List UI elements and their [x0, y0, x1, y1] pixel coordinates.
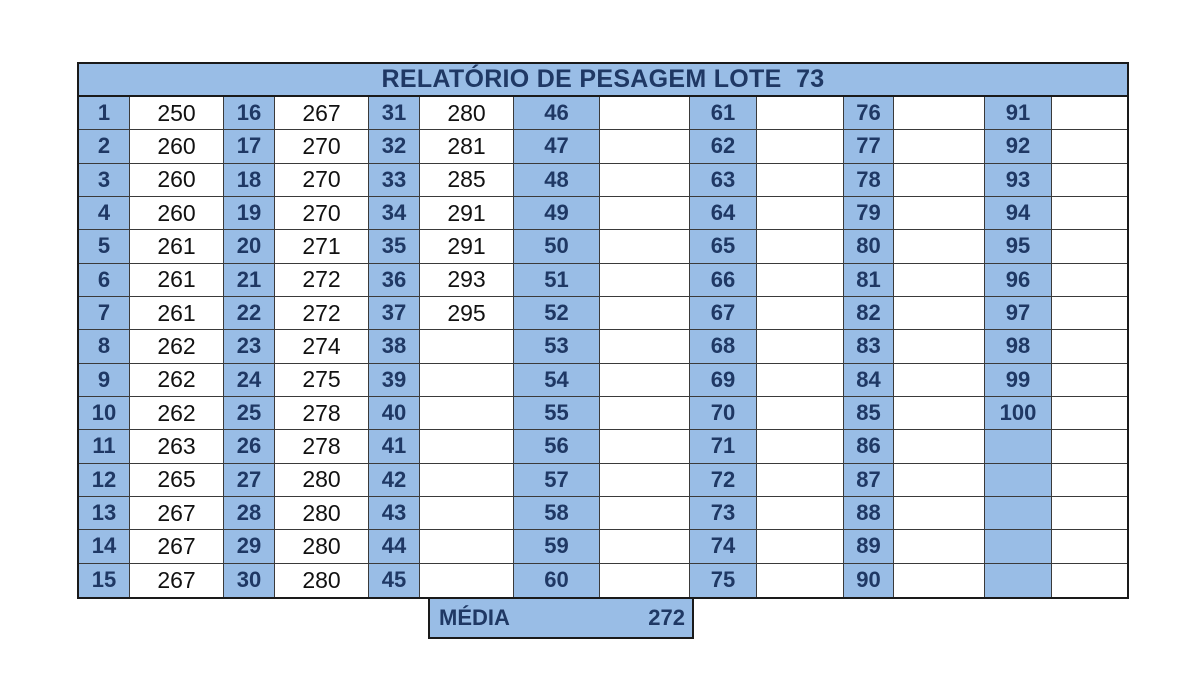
- item-number: 100: [985, 397, 1052, 430]
- item-number: 67: [690, 297, 757, 330]
- weight-value: [420, 530, 514, 563]
- item-number: 33: [369, 164, 420, 197]
- weight-value: [894, 430, 985, 463]
- item-number: 70: [690, 397, 757, 430]
- weight-value: [1052, 230, 1127, 263]
- item-number: 52: [514, 297, 600, 330]
- weight-value: [1052, 564, 1127, 597]
- item-number: 40: [369, 397, 420, 430]
- average-row: [428, 599, 694, 639]
- weight-value: [420, 430, 514, 463]
- item-number: 17: [224, 130, 275, 163]
- weight-value: [1052, 530, 1127, 563]
- weight-value: [600, 497, 690, 530]
- item-number: 77: [844, 130, 894, 163]
- weight-value: 267: [130, 530, 224, 563]
- weight-value: 263: [130, 430, 224, 463]
- item-number: 60: [514, 564, 600, 597]
- item-number: 80: [844, 230, 894, 263]
- weight-value: [757, 264, 844, 297]
- item-number: 18: [224, 164, 275, 197]
- item-number: 42: [369, 464, 420, 497]
- weight-value: [894, 564, 985, 597]
- weight-value: 260: [130, 130, 224, 163]
- weight-value: 291: [420, 197, 514, 230]
- weight-value: [757, 564, 844, 597]
- item-number: 30: [224, 564, 275, 597]
- weight-value: [420, 464, 514, 497]
- weight-value: 265: [130, 464, 224, 497]
- weight-value: [600, 97, 690, 130]
- weight-value: [1052, 297, 1127, 330]
- item-number: 89: [844, 530, 894, 563]
- weight-value: [894, 464, 985, 497]
- weight-value: 261: [130, 230, 224, 263]
- weight-value: 262: [130, 364, 224, 397]
- item-number: 21: [224, 264, 275, 297]
- weighing-report-table: [77, 62, 1129, 599]
- weight-value: [600, 564, 690, 597]
- weight-value: 281: [420, 130, 514, 163]
- weight-value: [894, 497, 985, 530]
- weight-value: 267: [275, 97, 369, 130]
- weight-value: [757, 364, 844, 397]
- item-number: 58: [514, 497, 600, 530]
- weight-value: [1052, 330, 1127, 363]
- item-number: 24: [224, 364, 275, 397]
- weight-value: 280: [420, 97, 514, 130]
- item-number: 46: [514, 97, 600, 130]
- item-number: 6: [79, 264, 130, 297]
- weight-value: 260: [130, 164, 224, 197]
- weight-value: [600, 430, 690, 463]
- weight-value: [894, 197, 985, 230]
- item-number: 93: [985, 164, 1052, 197]
- weight-value: [894, 364, 985, 397]
- weight-value: [757, 397, 844, 430]
- weight-value: [894, 297, 985, 330]
- item-number: 2: [79, 130, 130, 163]
- weight-value: 280: [275, 464, 369, 497]
- weight-value: [757, 530, 844, 563]
- item-number: 23: [224, 330, 275, 363]
- item-number: 36: [369, 264, 420, 297]
- weight-value: [894, 330, 985, 363]
- item-number: 3: [79, 164, 130, 197]
- item-number: 8: [79, 330, 130, 363]
- weight-value: 261: [130, 264, 224, 297]
- item-number: 11: [79, 430, 130, 463]
- weight-value: 280: [275, 564, 369, 597]
- weight-value: 267: [130, 497, 224, 530]
- item-number: 83: [844, 330, 894, 363]
- item-number: 78: [844, 164, 894, 197]
- item-number: 29: [224, 530, 275, 563]
- weight-value: 272: [275, 297, 369, 330]
- item-number: 34: [369, 197, 420, 230]
- weight-value: [600, 297, 690, 330]
- weight-value: [420, 364, 514, 397]
- item-number: 75: [690, 564, 757, 597]
- item-number: 63: [690, 164, 757, 197]
- item-number: 66: [690, 264, 757, 297]
- item-number: [985, 497, 1052, 530]
- item-number: 92: [985, 130, 1052, 163]
- item-number: 31: [369, 97, 420, 130]
- item-number: 54: [514, 364, 600, 397]
- weight-value: 270: [275, 164, 369, 197]
- item-number: [985, 430, 1052, 463]
- item-number: 51: [514, 264, 600, 297]
- weight-value: [757, 130, 844, 163]
- weight-value: 261: [130, 297, 224, 330]
- average-value: 272: [648, 605, 685, 630]
- item-number: [985, 464, 1052, 497]
- item-number: 94: [985, 197, 1052, 230]
- weight-value: [1052, 364, 1127, 397]
- item-number: 43: [369, 497, 420, 530]
- average-label: MÉDIA: [439, 605, 510, 630]
- weight-value: [757, 464, 844, 497]
- item-number: 7: [79, 297, 130, 330]
- item-number: 15: [79, 564, 130, 597]
- item-number: 56: [514, 430, 600, 463]
- weights-grid: [79, 97, 1127, 597]
- weight-value: 280: [275, 497, 369, 530]
- weight-value: 295: [420, 297, 514, 330]
- item-number: 68: [690, 330, 757, 363]
- item-number: 5: [79, 230, 130, 263]
- weight-value: [420, 564, 514, 597]
- item-number: [985, 530, 1052, 563]
- weight-value: [757, 197, 844, 230]
- item-number: 9: [79, 364, 130, 397]
- weight-value: [1052, 130, 1127, 163]
- item-number: 76: [844, 97, 894, 130]
- item-number: 84: [844, 364, 894, 397]
- weight-value: [757, 430, 844, 463]
- weight-value: [894, 397, 985, 430]
- weight-value: 250: [130, 97, 224, 130]
- item-number: 12: [79, 464, 130, 497]
- item-number: 69: [690, 364, 757, 397]
- item-number: 47: [514, 130, 600, 163]
- item-number: 74: [690, 530, 757, 563]
- weight-value: [757, 97, 844, 130]
- item-number: 72: [690, 464, 757, 497]
- item-number: 98: [985, 330, 1052, 363]
- weight-value: 271: [275, 230, 369, 263]
- weight-value: 270: [275, 197, 369, 230]
- item-number: 26: [224, 430, 275, 463]
- item-number: 37: [369, 297, 420, 330]
- item-number: 61: [690, 97, 757, 130]
- item-number: [985, 564, 1052, 597]
- weight-value: [1052, 497, 1127, 530]
- weight-value: [757, 497, 844, 530]
- item-number: 88: [844, 497, 894, 530]
- item-number: 57: [514, 464, 600, 497]
- item-number: 50: [514, 230, 600, 263]
- item-number: 82: [844, 297, 894, 330]
- weight-value: 285: [420, 164, 514, 197]
- weight-value: [1052, 97, 1127, 130]
- weight-value: 260: [130, 197, 224, 230]
- item-number: 44: [369, 530, 420, 563]
- item-number: 59: [514, 530, 600, 563]
- weight-value: [600, 264, 690, 297]
- item-number: 79: [844, 197, 894, 230]
- weight-value: 278: [275, 430, 369, 463]
- item-number: 49: [514, 197, 600, 230]
- weight-value: 262: [130, 330, 224, 363]
- item-number: 64: [690, 197, 757, 230]
- item-number: 81: [844, 264, 894, 297]
- weight-value: 275: [275, 364, 369, 397]
- item-number: 48: [514, 164, 600, 197]
- item-number: 86: [844, 430, 894, 463]
- item-number: 62: [690, 130, 757, 163]
- weight-value: [600, 364, 690, 397]
- weight-value: 274: [275, 330, 369, 363]
- item-number: 25: [224, 397, 275, 430]
- item-number: 45: [369, 564, 420, 597]
- item-number: 53: [514, 330, 600, 363]
- weight-value: [600, 230, 690, 263]
- weight-value: [1052, 464, 1127, 497]
- item-number: 38: [369, 330, 420, 363]
- item-number: 32: [369, 130, 420, 163]
- weight-value: [757, 297, 844, 330]
- item-number: 41: [369, 430, 420, 463]
- item-number: 35: [369, 230, 420, 263]
- item-number: 4: [79, 197, 130, 230]
- item-number: 1: [79, 97, 130, 130]
- item-number: 55: [514, 397, 600, 430]
- weight-value: [1052, 397, 1127, 430]
- item-number: 87: [844, 464, 894, 497]
- weight-value: [1052, 264, 1127, 297]
- weight-value: [1052, 197, 1127, 230]
- weight-value: [600, 464, 690, 497]
- weight-value: [600, 530, 690, 563]
- weight-value: [420, 497, 514, 530]
- item-number: 96: [985, 264, 1052, 297]
- weight-value: [420, 330, 514, 363]
- weight-value: 291: [420, 230, 514, 263]
- item-number: 20: [224, 230, 275, 263]
- item-number: 39: [369, 364, 420, 397]
- weight-value: [894, 530, 985, 563]
- weight-value: [600, 397, 690, 430]
- item-number: 90: [844, 564, 894, 597]
- weight-value: 262: [130, 397, 224, 430]
- weight-value: 280: [275, 530, 369, 563]
- weight-value: [894, 230, 985, 263]
- weight-value: 270: [275, 130, 369, 163]
- weight-value: [600, 130, 690, 163]
- item-number: 99: [985, 364, 1052, 397]
- report-title: RELATÓRIO DE PESAGEM LOTE 73: [79, 64, 1127, 97]
- weight-value: [894, 97, 985, 130]
- weight-value: [757, 230, 844, 263]
- weight-value: 293: [420, 264, 514, 297]
- weight-value: 278: [275, 397, 369, 430]
- item-number: 97: [985, 297, 1052, 330]
- weight-value: [420, 397, 514, 430]
- item-number: 91: [985, 97, 1052, 130]
- item-number: 22: [224, 297, 275, 330]
- item-number: 65: [690, 230, 757, 263]
- item-number: 19: [224, 197, 275, 230]
- item-number: 95: [985, 230, 1052, 263]
- weight-value: [600, 197, 690, 230]
- weight-value: [757, 330, 844, 363]
- weight-value: 272: [275, 264, 369, 297]
- item-number: 13: [79, 497, 130, 530]
- item-number: 14: [79, 530, 130, 563]
- item-number: 27: [224, 464, 275, 497]
- weight-value: [1052, 164, 1127, 197]
- weight-value: [600, 330, 690, 363]
- weight-value: [1052, 430, 1127, 463]
- item-number: 71: [690, 430, 757, 463]
- weight-value: 267: [130, 564, 224, 597]
- weight-value: [894, 264, 985, 297]
- item-number: 28: [224, 497, 275, 530]
- weight-value: [757, 164, 844, 197]
- item-number: 73: [690, 497, 757, 530]
- item-number: 10: [79, 397, 130, 430]
- weight-value: [600, 164, 690, 197]
- item-number: 85: [844, 397, 894, 430]
- weight-value: [894, 164, 985, 197]
- item-number: 16: [224, 97, 275, 130]
- weight-value: [894, 130, 985, 163]
